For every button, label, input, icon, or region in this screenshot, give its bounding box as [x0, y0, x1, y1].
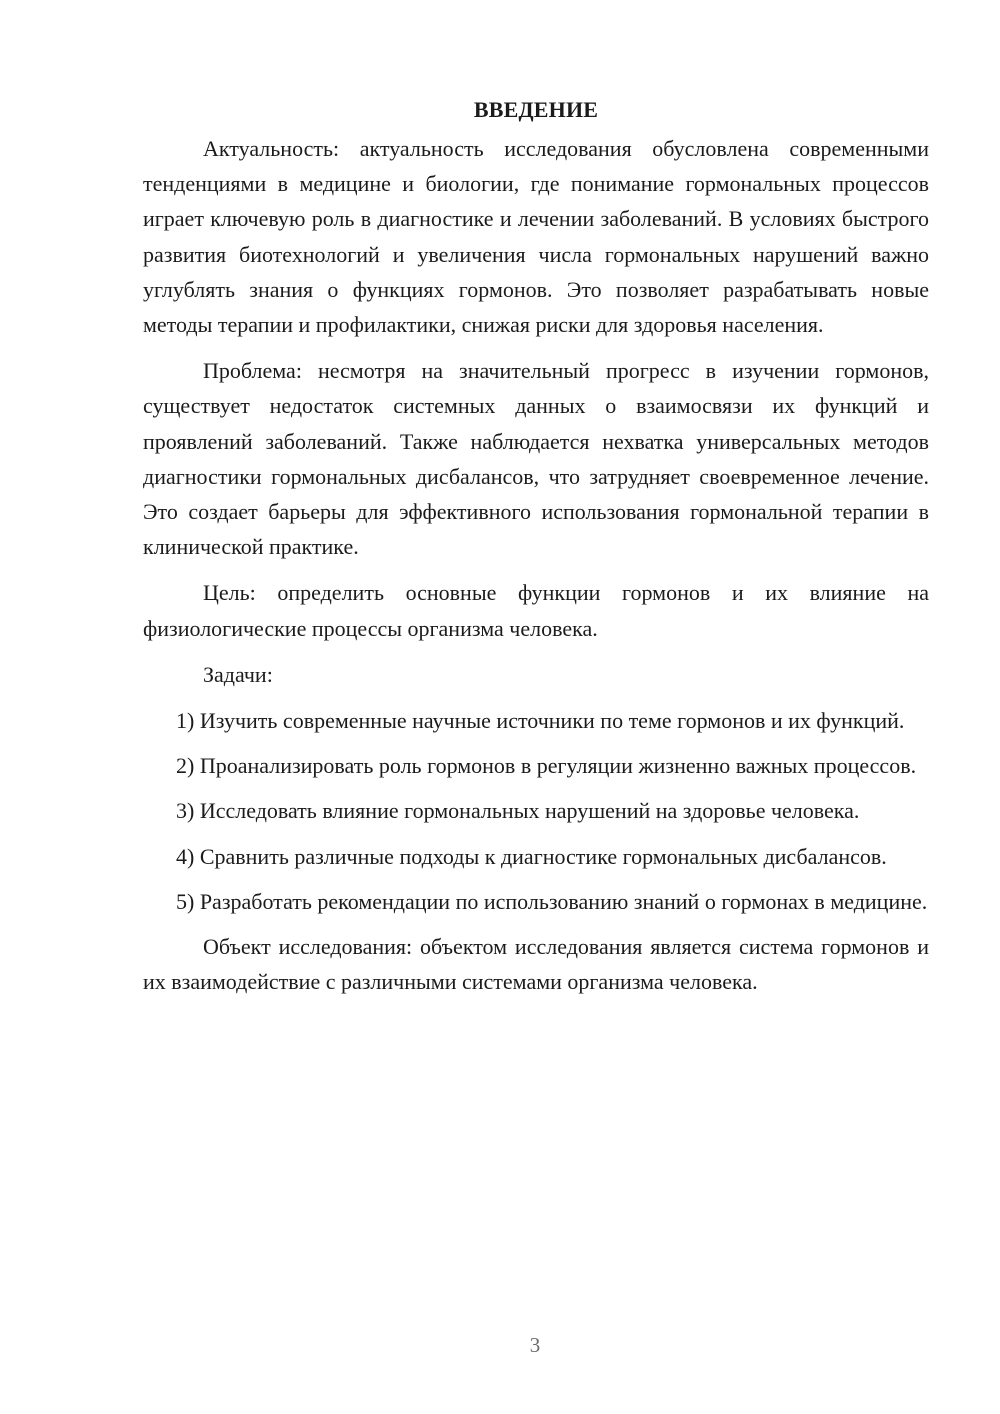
task-item-3: 3) Исследовать влияние гормональных нарушений на здоровье человека.: [176, 798, 860, 824]
page-content: [143, 92, 929, 1010]
task-item-5: 5) Разработать рекомендации по использованию знаний о гормонах в медицине.: [176, 888, 928, 914]
page-title: ВВЕДЕНИЕ: [473, 97, 599, 122]
relevance-paragraph: Актуальность: актуальность исследования обусловлена современными тенденциями в медицине и биологии, где понимание гормональных процессов играет ключевую роль в диагностике и лечении заболеваний. В условиях быстрого развития биотехнологий и увеличения числа гормональных нарушений важно углублять знания о функциях гормонов. Это позволяет разрабатывать новые методы терапии и профилактики, снижая риски для здоровья населения.: [143, 136, 929, 338]
task-item-4: 4) Сравнить различные подходы к диагностике гормональных дисбалансов.: [176, 843, 887, 869]
problem-paragraph: Проблема: несмотря на значительный прогресс в изучении гормонов, существует недостаток системных данных о взаимосвязи их функций и проявлений заболеваний. Также наблюдается нехватка универсальных методов диагностики гормональных дисбалансов, что затрудняет своевременное лечение. Это создает барьеры для эффективного использования гормональной терапии в клинической практике.: [143, 358, 929, 560]
tasks-heading: Задачи:: [203, 661, 273, 687]
page-number: 3: [529, 1333, 541, 1357]
goal-paragraph: Цель: определить основные функции гормонов и их влияние на физиологические процессы организма человека.: [143, 580, 929, 641]
task-item-1: 1) Изучить современные научные источники по теме гормонов и их функций.: [176, 708, 905, 734]
task-item-2: 2) Проанализировать роль гормонов в регуляции жизненно важных процессов.: [176, 753, 917, 779]
object-paragraph: Объект исследования: объектом исследования является система гормонов и их взаимодействие с различными системами организма человека.: [143, 934, 929, 995]
